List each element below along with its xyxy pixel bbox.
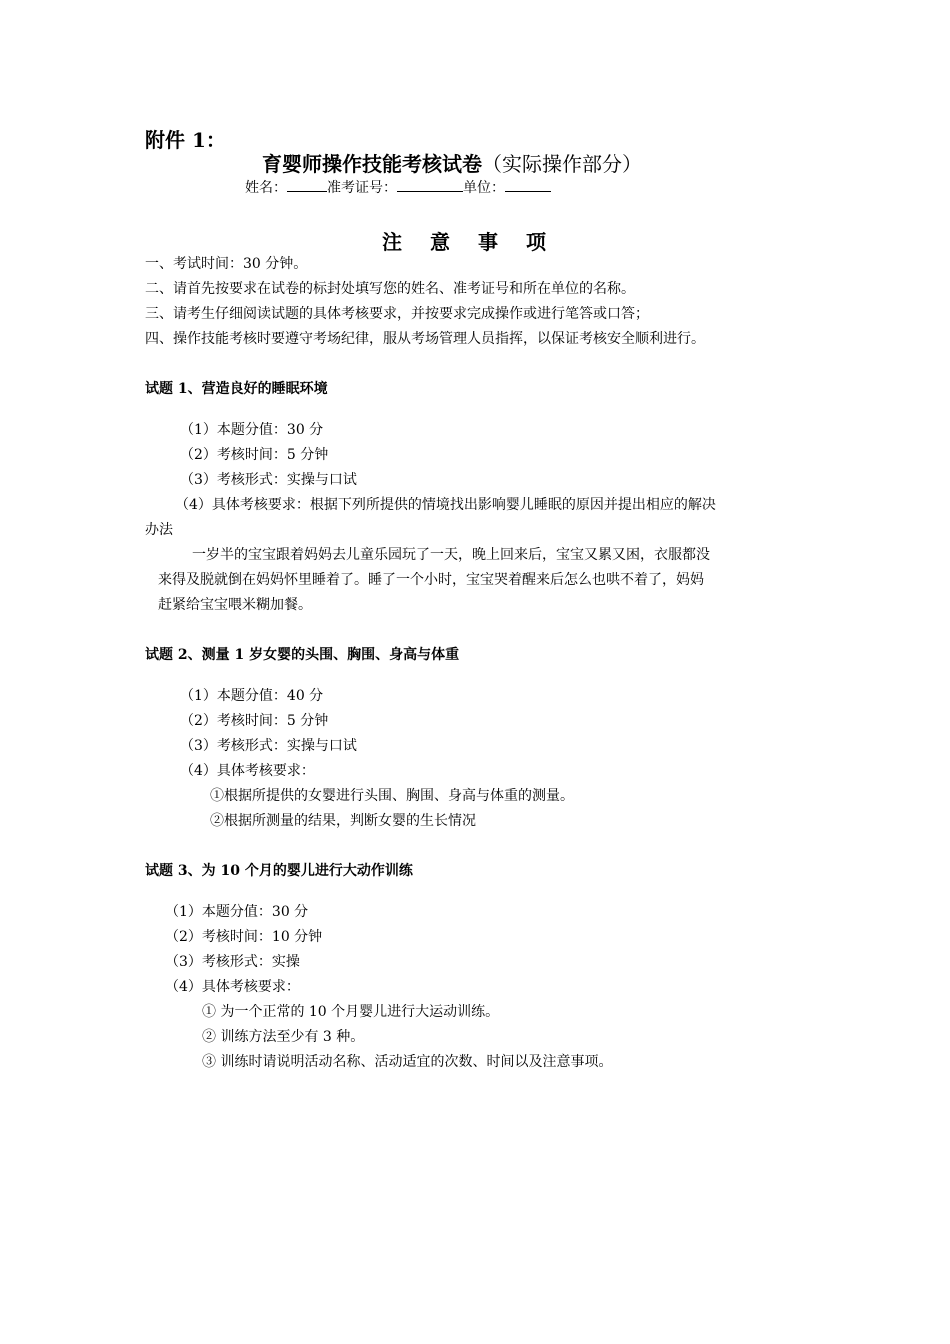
notice-heading: 注意事项 [382,230,574,254]
exam-no-blank[interactable] [397,177,463,192]
q1-scenario-line: 一岁半的宝宝跟着妈妈去儿童乐园玩了一天，晚上回来后，宝宝又累又困，衣服都没 [192,547,710,563]
q1-requirement-cont: 办法 [145,522,173,538]
name-label: 姓名： [245,180,287,196]
candidate-fields [245,177,551,197]
question-2-title: 试题 2、测量 1 岁女婴的头围、胸围、身高与体重 [145,647,460,663]
title-main: 育婴师操作技能考核试卷 [262,152,482,176]
page-title [262,148,642,177]
q3-subitem: ③ 训练时请说明活动名称、活动适宜的次数、时间以及注意事项。 [202,1054,613,1070]
q3-subitem: ② 训练方法至少有 3 种。 [202,1029,365,1045]
unit-blank[interactable] [505,177,551,192]
q1-item: （2）考核时间：5 分钟 [180,447,329,463]
q3-subitem: ① 为一个正常的 10 个月婴儿进行大运动训练。 [202,1004,500,1020]
question-1-title: 试题 1、营造良好的睡眠环境 [145,381,328,397]
q2-subitem: ②根据所测量的结果，判断女婴的生长情况 [210,813,476,829]
q2-item: （1）本题分值：40 分 [180,688,324,704]
q3-item: （3）考核形式：实操 [165,954,300,970]
q1-item: （3）考核形式：实操与口试 [180,472,357,488]
q1-item: （1）本题分值：30 分 [180,422,324,438]
q1-requirement: （4）具体考核要求：根据下列所提供的情境找出影响婴儿睡眠的原因并提出相应的解决 [175,497,716,513]
q2-item: （3）考核形式：实操与口试 [180,738,357,754]
unit-label: 单位： [463,180,505,196]
q2-subitem: ①根据所提供的女婴进行头围、胸围、身高与体重的测量。 [210,788,574,804]
notice-item: 二、请首先按要求在试卷的标封处填写您的姓名、准考证号和所在单位的名称。 [145,281,635,297]
notice-item: 四、操作技能考核时要遵守考场纪律，服从考场管理人员指挥，以保证考核安全顺利进行。 [145,331,705,347]
q2-item: （4）具体考核要求： [180,763,315,779]
notice-item: 一、考试时间：30 分钟。 [145,256,308,272]
q3-item: （4）具体考核要求： [165,979,300,995]
exam-no-label: 准考证号： [327,180,397,196]
title-sub: （实际操作部分） [482,152,642,176]
name-blank[interactable] [287,177,327,192]
q3-item: （1）本题分值：30 分 [165,904,309,920]
q1-scenario-line: 来得及脱就倒在妈妈怀里睡着了。睡了一个小时，宝宝哭着醒来后怎么也哄不着了，妈妈 [158,572,704,588]
q1-scenario-line: 赶紧给宝宝喂米糊加餐。 [158,597,312,613]
notice-item: 三、请考生仔细阅读试题的具体考核要求，并按要求完成操作或进行笔答或口答； [145,306,649,322]
attachment-label: 附件 1： [145,128,226,152]
q2-item: （2）考核时间：5 分钟 [180,713,329,729]
q3-item: （2）考核时间：10 分钟 [165,929,323,945]
question-3-title: 试题 3、为 10 个月的婴儿进行大动作训练 [145,863,413,879]
